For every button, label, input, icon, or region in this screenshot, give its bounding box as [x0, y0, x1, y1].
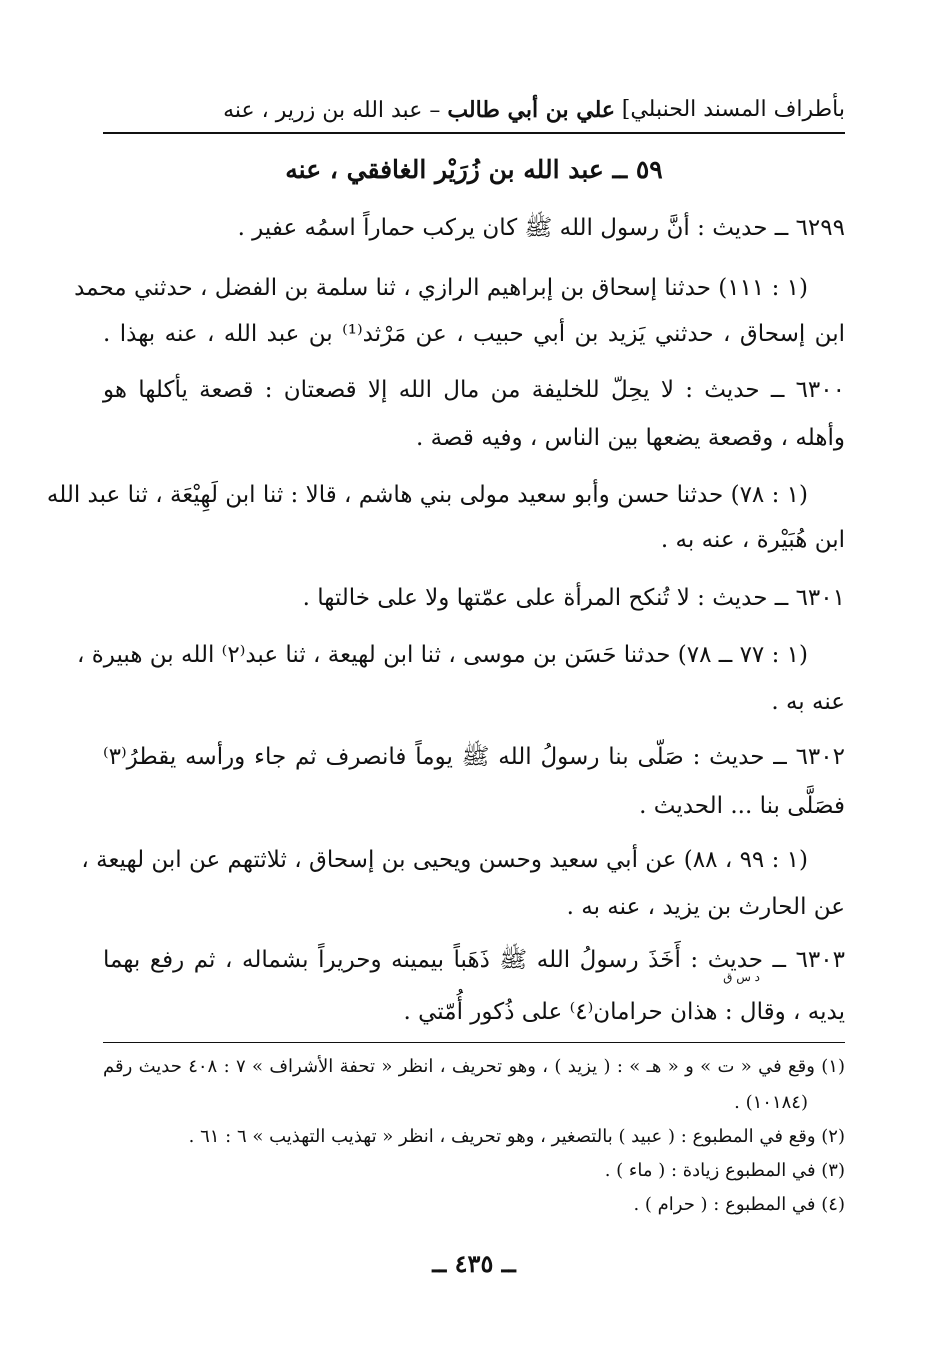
header-rule: [103, 132, 845, 134]
chapter-heading: ٥٩ ــ عبد الله بن زُرَيْر الغافقي ، عنه: [285, 155, 663, 184]
footnote-4: (٤) في المطبوع : ( حرام ) .: [633, 1194, 845, 1215]
hadith-6303-siglum: د س ق: [723, 970, 760, 984]
hadith-6301-text: ٦٣٠١ ــ حديث : لا تُنكح المرأة على عمّتها ولا على خالتها .: [302, 585, 845, 611]
footnote-1-line-1: (١) وقع في « ت » و « هـ » : ( يزيد ) ، وهو تحريف ، انظر « تحفة الأشراف » ٧ : ٤٠٨ حديث رقم: [103, 1056, 845, 1077]
hadith-6299-source-line-2: ابن إسحاق ، حدثني يَزيد بن أبي حبيب ، عن مَرْثد⁽¹⁾ بن عبد الله ، عنه بهذا .: [103, 321, 845, 347]
hadith-6302-source-line-2: عن الحارث بن يزيد ، عنه به .: [566, 894, 845, 920]
running-head-title: بأطراف المسند الحنبلي]: [621, 97, 845, 122]
running-head-section: [223, 94, 615, 127]
footnote-rule: [103, 1042, 845, 1043]
hadith-6299-text: ٦٢٩٩ ــ حديث : أنَّ رسول الله ﷺ كان يركب حماراً اسمُه عفير .: [237, 215, 845, 241]
footnote-2: (٢) وقع في المطبوع : ( عبيد ) بالتصغير ، وهو تحريف ، انظر « تهذيب التهذيب » ٦ : ٦١ .: [188, 1126, 845, 1147]
hadith-6300-source-line-1: (١ : ٧٨) حدثنا حسن وأبو سعيد مولى بني هاشم ، قالا : ثنا ابن لَهِيْعَة ، ثنا عبد الله: [46, 482, 808, 508]
hadith-6300-text-line-2: وأهله ، وقصعة يضعها بين الناس ، وفيه قصة .: [416, 425, 845, 451]
footnote-1-line-2: (١٠١٨٤) .: [734, 1092, 808, 1113]
hadith-6302-text-line-1: ٦٣٠٢ ــ حديث : صَلّى بنا رسولُ الله ﷺ يوماً فانصرف ثم جاء ورأسه يقطرُ⁽٣⁾: [103, 744, 845, 770]
hadith-6300-source-line-2: ابن هُبَيْرة ، عنه به .: [660, 527, 845, 553]
hadith-6302-source-line-1: (١ : ٩٩ ، ٨٨) عن أبي سعيد وحسن ويحيى بن إسحاق ، ثلاثتهم عن ابن لهيعة ،: [81, 847, 808, 873]
hadith-6301-source-line-1: (١ : ٧٧ ــ ٧٨) حدثنا حَسَن بن موسى ، ثنا ابن لهيعة ، ثنا عبد⁽٢⁾ الله بن هبيرة ،: [77, 642, 808, 668]
running-head-narrator: – عبد الله بن زرير ، عنه: [223, 98, 448, 123]
hadith-6302-text-line-2: فصَلَّى بنا ... الحديث .: [639, 793, 845, 819]
hadith-6300-text-line-1: ٦٣٠٠ ــ حديث : لا يحِلّ للخليفة من مال الله إلا قصعتان : قصعة يأكلها هو: [103, 377, 845, 403]
footnote-3: (٣) في المطبوع زيادة : ( ماء ) .: [604, 1160, 845, 1181]
hadith-6301-source-line-2: عنه به .: [771, 689, 845, 715]
running-head: [103, 94, 845, 126]
hadith-6299-source-line-1: (١ : ١١١) حدثنا إسحاق بن إبراهيم الرازي ، ثنا سلمة بن الفضل ، حدثني محمد: [74, 275, 808, 301]
running-head-companion: علي بن أبي طالب: [447, 97, 615, 123]
hadith-6303-text-line-1: ٦٣٠٣ ــ حديث : أَخَذَ رسولُ الله ﷺ ذَهَباً بيمينه وحريراً بشماله ، ثم رفع بهما: [103, 947, 845, 973]
hadith-6303-text-line-2: يديه ، وقال : هذان حرامان⁽٤⁾ على ذُكور أُمّتي .: [403, 999, 845, 1025]
page-number: ــ ٤٣٥ ــ: [432, 1249, 516, 1278]
